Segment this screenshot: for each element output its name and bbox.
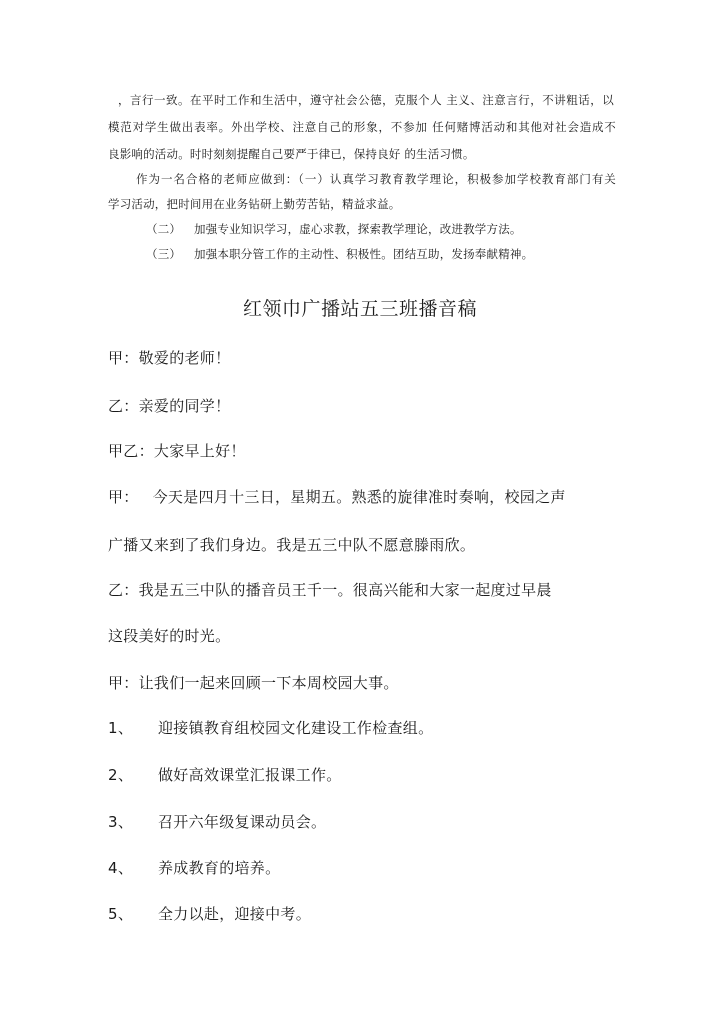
list-text: 养成教育的培养。 bbox=[158, 859, 281, 877]
list-item bbox=[108, 812, 326, 832]
script-line: 甲：让我们一起来回顾一下本周校园大事。 bbox=[108, 674, 399, 692]
line-text: 今天是四月十三日，星期五。熟悉的旋律准时奏响，校园之声 bbox=[152, 488, 566, 506]
item-text: 加强专业知识学习，虚心求教，探索教学理论，改进教学方法。 bbox=[194, 222, 522, 236]
list-item bbox=[108, 718, 433, 738]
document-title: 红领巾广播站五三班播音稿 bbox=[242, 298, 477, 320]
item-number: （三） bbox=[146, 247, 182, 261]
list-item bbox=[108, 858, 280, 878]
list-text: 做好高效课堂汇报课工作。 bbox=[158, 766, 342, 784]
paragraph-line: 学习活动，把时间用在业务钻研上勤劳苦钻，精益求益。 bbox=[108, 197, 401, 211]
list-text: 全力以赴，迎接中考。 bbox=[158, 905, 312, 923]
script-line: 乙：我是五三中队的播音员王千一。很高兴能和大家一起度过早晨 bbox=[108, 581, 552, 599]
list-item bbox=[108, 904, 311, 924]
list-number: 3、 bbox=[108, 813, 134, 831]
script-line bbox=[108, 487, 566, 507]
list-number: 2、 bbox=[108, 766, 134, 784]
paragraph-line: 模范对学生做出表率。外出学校、注意自己的形象，不参加 任何赌博活动和其他对社会造成不 bbox=[108, 120, 616, 134]
list-number: 1、 bbox=[108, 719, 134, 737]
script-line: 甲乙：大家早上好！ bbox=[108, 442, 246, 460]
paragraph-line: ，言行一致。在平时工作和生活中，遵守社会公德，克服个人 主义、注意言行，不讲粗话，以 bbox=[118, 93, 614, 107]
item-number: （二） bbox=[146, 222, 182, 236]
list-number: 5、 bbox=[108, 905, 134, 923]
item-text: 加强本职分管工作的主动性、积极性。团结互助，发扬奉献精神。 bbox=[194, 247, 534, 261]
numbered-item bbox=[146, 248, 654, 261]
list-number: 4、 bbox=[108, 859, 134, 877]
list-text: 召开六年级复课动员会。 bbox=[158, 813, 327, 831]
numbered-item bbox=[146, 223, 654, 236]
list-text: 迎接镇教育组校园文化建设工作检查组。 bbox=[158, 719, 434, 737]
paragraph-line: 作为一名合格的老师应做到：（一）认真学习教育教学理论，积极参加学校教育部门有关 bbox=[136, 172, 616, 186]
script-line: 广播又来到了我们身边。我是五三中队不愿意滕雨欣。 bbox=[108, 536, 476, 554]
speaker-label: 甲： bbox=[108, 488, 139, 506]
paragraph-line: 良影响的活动。时时刻刻提醒自己要严于律已，保持良好 的生活习惯。 bbox=[108, 147, 475, 161]
script-line: 甲：敬爱的老师！ bbox=[108, 349, 231, 367]
list-item bbox=[108, 765, 342, 785]
script-line: 这段美好的时光。 bbox=[108, 627, 231, 645]
script-line: 乙：亲爱的同学！ bbox=[108, 397, 231, 415]
